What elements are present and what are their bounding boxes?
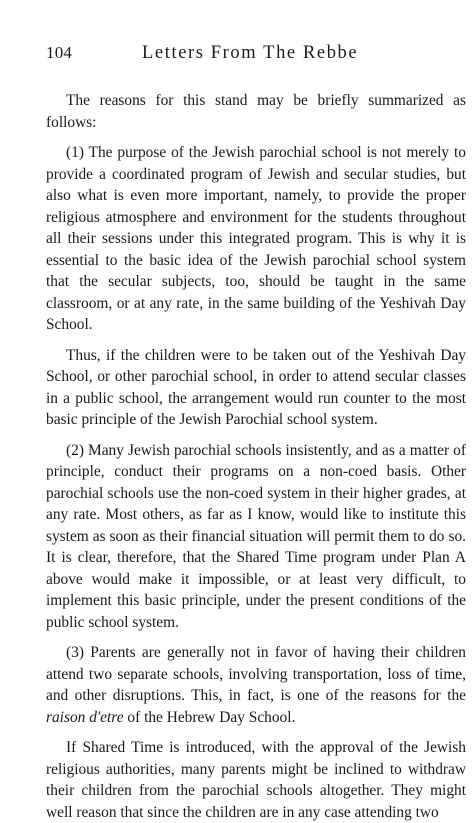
paragraph-point-3-end: of the Hebrew Day School.	[123, 708, 296, 726]
paragraph-point-1-continued: Thus, if the children were to be taken out of the Yeshivah Day School, or other parochial school, in order to attend secular classes in a public school, the arrangement would run counter to the most basic principle of the Jewish Parochial school system.	[46, 346, 466, 428]
body-text	[46, 90, 466, 823]
paragraph-point-3	[46, 642, 466, 728]
page-number: 104	[46, 43, 73, 62]
paragraph-point-1: (1) The purpose of the Jewish parochial school is not merely to provide a coordinated program of Jewish and secular studies, but also what is even more important, namely, to provide the proper religious atmosphere and environment for the students throughout all their sessions under this integrated program. This is why it is essential to the basic idea of the Jewish parochial school system that the secular subjects, too, should be taught in the same classroom, or at any rate, in the same building of the Yeshivah Day School.	[46, 144, 466, 333]
running-title: Letters From The Rebbe	[142, 43, 359, 63]
paragraph-intro: The reasons for this stand may be briefly summarized as follows:	[46, 92, 466, 131]
italic-phrase: raison d'etre	[46, 708, 124, 726]
paragraph-point-2: (2) Many Jewish parochial schools insistently, and as a matter of principle, conduct their programs on a non-coed basis. Other parochial schools use the non-coed system in their higher grades, at any rate. Most others, as far as I know, would like to institute this system as soon as their financial situation will permit them to do so. It is clear, therefore, that the Shared Time program under Plan A above would make it impossible, or at least very difficult, to implement this basic principle, under the present conditions of the public school system.	[46, 441, 466, 631]
paragraph-shared-time: If Shared Time is introduced, with the approval of the Jewish religious authorities, many parents might be inclined to withdraw their children from the parochial schools altogether. They might well reason that since the children are in any case attending two	[46, 739, 466, 821]
paragraph-point-3-text: (3) Parents are generally not in favor of having their children attend two separate schools, involving transportation, loss of time, and other disruptions. This, in fact, is one of the reasons for the	[46, 644, 466, 704]
page-header	[46, 43, 446, 67]
